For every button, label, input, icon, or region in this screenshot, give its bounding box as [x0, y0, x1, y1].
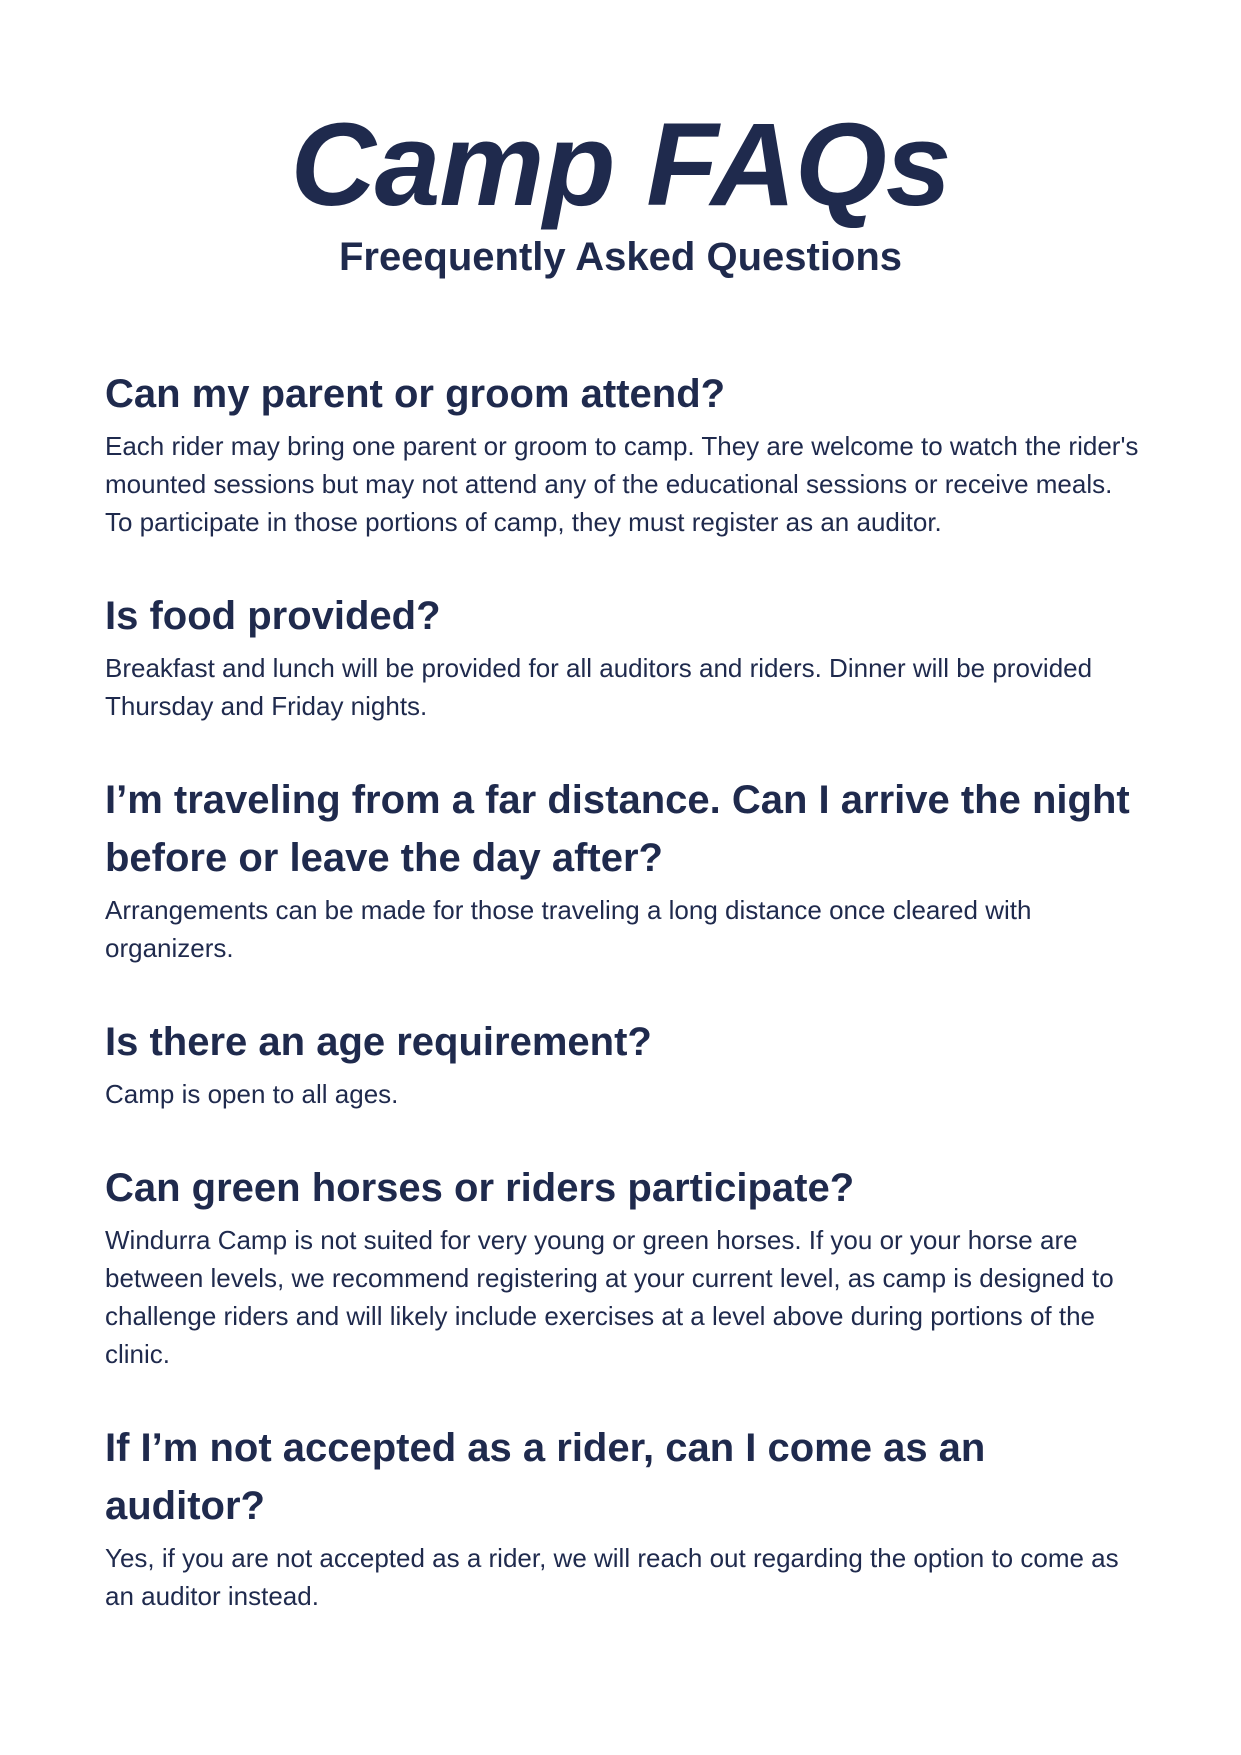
faq-answer: Camp is open to all ages. [105, 1079, 399, 1109]
faq-answer: Windurra Camp is not suited for very young or green horses. If you or your horse are between levels, we recommend registering at your current level, as camp is designed to challenge riders and will likely include exercises at a level above during portions of the clinic. [105, 1225, 1114, 1369]
faq-question: Is food provided? [105, 594, 441, 638]
faq-question: Is there an age requirement? [105, 1020, 652, 1064]
faq-item-parent-groom [105, 365, 1145, 541]
faq-item-green-horses [105, 1159, 1145, 1373]
page-title: Camp FAQs [290, 99, 951, 231]
faq-list [105, 365, 1145, 1661]
faq-question: Can my parent or groom attend? [105, 372, 726, 416]
faq-answer: Breakfast and lunch will be provided for all auditors and riders. Dinner will be provided Thursday and Friday nights. [105, 653, 1093, 721]
faq-item-age [105, 1013, 1145, 1113]
faq-answer: Yes, if you are not accepted as a rider, we will reach out regarding the option to come as an auditor instead. [105, 1543, 1119, 1611]
faq-question: I’m traveling from a far distance. Can I arrive the night before or leave the day after? [105, 778, 1130, 880]
faq-question: If I’m not accepted as a rider, can I come as an auditor? [105, 1426, 986, 1528]
faq-item-food [105, 587, 1145, 725]
faq-item-auditor [105, 1419, 1145, 1615]
faq-question: Can green horses or riders participate? [105, 1166, 855, 1210]
page-subtitle: Freequently Asked Questions [338, 235, 903, 279]
faq-item-travel [105, 771, 1145, 967]
faq-answer: Each rider may bring one parent or groom to camp. They are welcome to watch the rider's mounted sessions but may not attend any of the educational sessions or receive meals. To participate in those portions of camp, they must register as an auditor. [105, 431, 1139, 537]
faq-answer: Arrangements can be made for those traveling a long distance once cleared with organizers. [105, 895, 1032, 963]
